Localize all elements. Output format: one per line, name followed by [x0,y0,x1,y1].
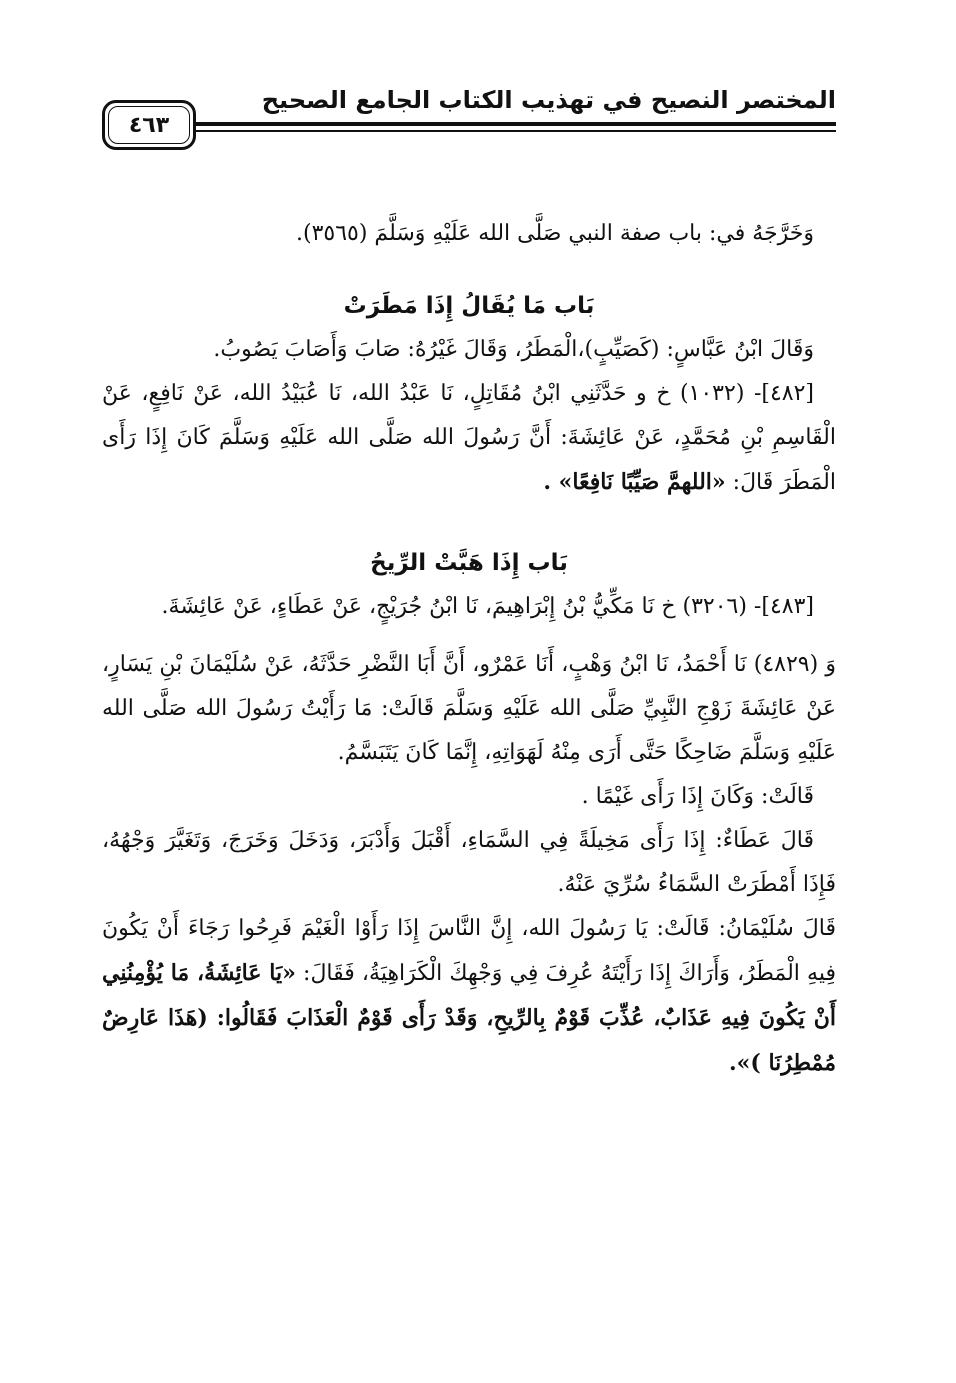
page-header [102,84,836,154]
header-rule-thick [192,122,836,126]
chapter-heading-wind: بَاب إِذَا هَبَّتْ الرِّيحُ [370,550,568,576]
hadith-483: [٤٨٣]- (٣٢٠٦) خ نَا مَكِّيُّ بْنُ إِبْرَاهِيمَ، نَا ابْنُ جُرَيْجٍ، عَنْ عَطَاءٍ، عَنْ عَائِشَةَ. [161,594,814,619]
hadith-482 [102,372,836,505]
paragraph-ata: قَالَ عَطَاءٌ: إِذَا رَأَى مَخِيلَةً فِي السَّمَاءِ، أَقْبَلَ وَأَدْبَرَ، وَدَخَلَ وَخَرَجَ، وَتَغَيَّرَ وَجْهُهُ، فَإِذَا أَمْطَرَتْ السَّمَاءُ سُرِّيَ عَنْهُ. [102,828,836,897]
paragraph-cross-reference: وَخَرَّجَهُ في: باب صفة النبي صَلَّى الله عَلَيْهِ وَسَلَّمَ (٣٥٦٥). [296,221,814,246]
paragraph-ibn-abbas: وَقَالَ ابْنُ عَبَّاسٍ: (كَصَيِّبٍ)،الْمَطَرُ، وَقَالَ غَيْرُهُ: صَابَ وَأَصَابَ يَصُوبُ. [213,337,814,362]
paragraph-sulayman-quote: «يَا عَائِشَةُ، مَا يُؤْمِنُنِي أَنْ يَكُونَ فِيهِ عَذَابٌ، عُذِّبَ قَوْمٌ بِالرِّيحِ، وَقَدْ رَأَى قَوْمٌ الْعَذَابَ فَقَالُوا: (هَذَا عَارِضٌ مُمْطِرُنَا )». [102,960,836,1076]
header-rule-thin [192,130,836,132]
running-title: المختصر النصيح في تهذيب الكتاب الجامع الصحيح [261,86,836,114]
hadith-482-quote: «اللهمَّ صَيِّبًا نَافِعًا» . [543,469,726,495]
paragraph-sulayman-text: قَالَ سُلَيْمَانُ: قَالَتْ: يَا رَسُولَ الله، إِنَّ النَّاسَ إِذَا رَأَوْا الْغَيْمَ فَرِحُوا رَجَاءَ أَنْ يَكُونَ فِيهِ الْمَطَرُ، وَأَرَاكَ إِذَا رَأَيْتَهُ عُرِفَ فِي وَجْهِكَ الْكَرَاهِيَةُ، فَقَالَ: [102,916,836,986]
paragraph-4829: وَ (٤٨٢٩) نَا أَحْمَدُ، نَا ابْنُ وَهْبٍ، أَنَا عَمْرٌو، أَنَّ أَبَا النَّضْرِ حَدَّثَهُ، عَنْ سُلَيْمَانَ بْنِ يَسَارٍ، عَنْ عَائِشَةَ زَوْجِ النَّبِيِّ صَلَّى الله عَلَيْهِ وَسَلَّمَ قَالَتْ: مَا رَأَيْتُ رَسُولَ الله صَلَّى الله عَلَيْهِ وَسَلَّمَ ضَاحِكًا حَتَّى أَرَى مِنْهُ لَهَوَاتِهِ، إِنَّمَا كَانَ يَتَبَسَّمُ. [102,652,837,765]
page-number-frame [102,100,196,150]
hadith-482-text: [٤٨٢]- (١٠٣٢) خ و حَدَّثَنِي ابْنُ مُقَاتِلٍ، نَا عَبْدُ الله، نَا عُبَيْدُ الله، عَنْ نَافِعٍ، عَنْ الْقَاسِمِ بْنِ مُحَمَّدٍ، عَنْ عَائِشَةَ: أَنَّ رَسُولَ الله صَلَّى الله عَلَيْهِ وَسَلَّمَ كَانَ إِذَا رَأَى الْمَطَرَ قَالَ: [102,381,836,495]
chapter-heading-rain: بَاب مَا يُقَالُ إِذَا مَطَرَتْ [343,293,595,319]
paragraph-qalat: قَالَتْ: وَكَانَ إِذَا رَأَى غَيْمًا . [581,784,814,809]
page-number: ٤٦٣ [128,112,170,138]
page-body [102,212,836,1086]
paragraph-sulayman [102,907,836,1086]
